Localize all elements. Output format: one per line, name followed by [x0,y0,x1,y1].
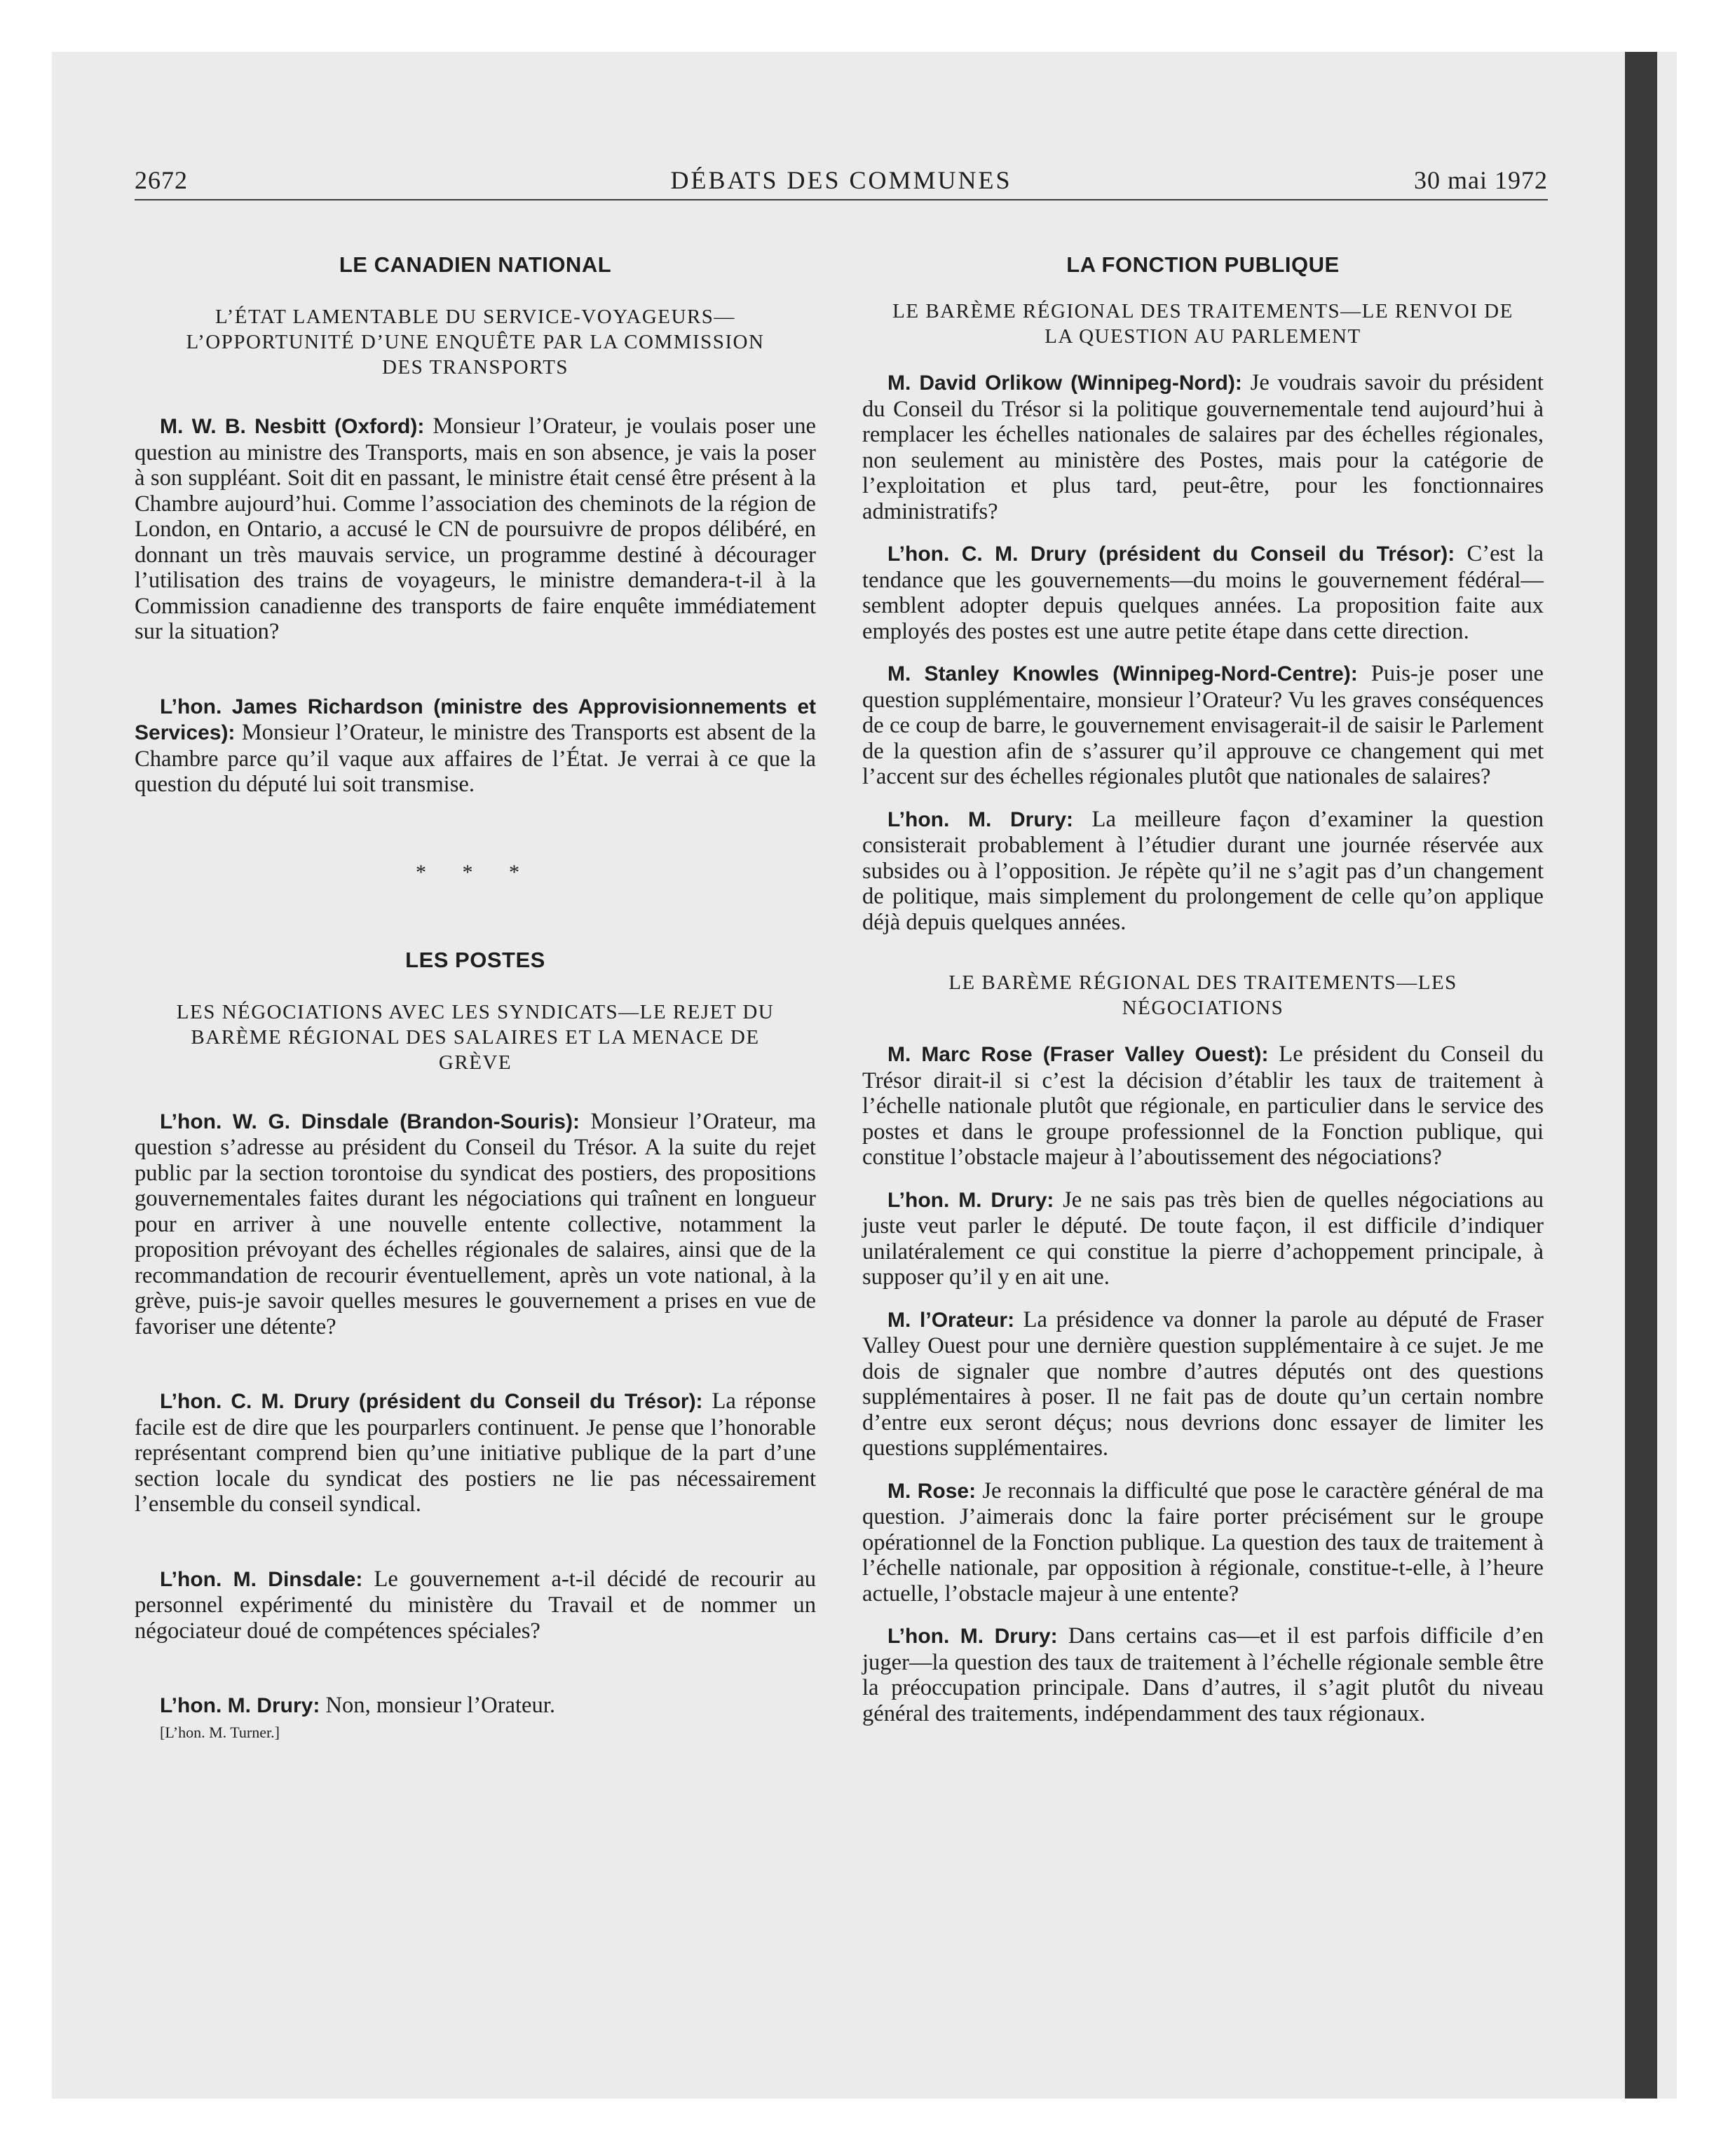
speaker-name: L’hon. M. Drury: [887,1625,1058,1648]
speech-text: Je voudrais savoir du président du Conseil du Trésor si la politique gouvernementale tend aujourd’hui à remplacer les échelles nationales de salaires par des échelles régionales, non seulement au ministère des Postes, mais pour la catégorie de l’exploitation et plus tard, peut-être, pour les fonctionnaires administratifs? [862,370,1544,524]
speech-drury-4 [862,807,1544,936]
speaker-name: L’hon. C. M. Drury (président du Conseil du Trésor): [160,1390,703,1413]
section-title-postes: LES POSTES [405,947,545,972]
speech-text: C’est la tendance que les gouvernements—du moins le gouvernement fédéral—semblent adopter depuis quelques années. La proposition faite aux employés des postes est une autre petite étape dans cette direction. [862,541,1544,644]
speaker-name: M. David Orlikow (Winnipeg-Nord): [887,371,1242,395]
page-number: 2672 [135,166,188,194]
page-header [135,163,1548,200]
speech-drury [135,1389,816,1517]
speech-text: La présidence va donner la parole au député de Fraser Valley Ouest pour une dernière question supplémentaire à ce sujet. Je me dois de signaler que nombre d’autres députés ont des questions supplémentaires à poser. Il ne fait pas de doute qu’un certain nombre d’entre eux seront déçus; nous devrions donc essayer de limiter les questions supplémentaires. [862,1306,1544,1461]
speech-rose [862,1042,1544,1171]
section-separator: * * * [416,860,535,884]
section-subtitle-cn: L’ÉTAT LAMENTABLE DU SERVICE-VOYAGEURS— L’OPPORTUNITÉ D’UNE ENQUÊTE PAR LA COMMISSION DES TRANSPORTS [186,306,765,378]
section-subtitle-postes: LES NÉGOCIATIONS AVEC LES SYNDICATS—LE REJET DU BARÈME RÉGIONAL DES SALAIRES ET LA MENACE DE GRÈVE [176,1000,775,1074]
section-subtitle-renvoi: LE BARÈME RÉGIONAL DES TRAITEMENTS—LE RENVOI DE LA QUESTION AU PARLEMENT [892,300,1513,348]
speaker-name: L’hon. C. M. Drury (président du Conseil du Trésor): [887,543,1455,566]
speech-drury-3 [862,541,1544,644]
speech-orlikow [862,370,1544,524]
speech-nesbitt [135,414,816,645]
speaker-name: L’hon. James Richardson (ministre des Approvisionnements et Services): [135,695,816,744]
speech-richardson [135,694,816,798]
speech-text: Monsieur l’Orateur, ma question s’adresse au président du Conseil du Trésor. A la suite du rejet public par la section torontoise du syndicat des postiers, des propositions gouvernementales faites durant les négociations qui traînent en longueur pour en arriver à une nouvelle entente collective, notamment la proposition prévoyant des échelles régionales de salaires, ainsi que de la recommandation de recourir éventuellement, après un vote national, à la grève, puis-je savoir quelles mesures le gouvernement a prises en vue de favoriser une détente? [135,1108,817,1339]
speech-text: La meilleure façon d’examiner la question consisterait probablement à l’étudier durant une journée réservée aux subsides ou à l’opposition. Je répète qu’il ne s’agit pas d’un changement de politique, mais simplement du prolongement de celle qu’on applique déjà depuis quelques années. [862,806,1544,935]
speech-drury-2 [135,1693,816,1719]
speaker-name: L’hon. M. Drury: [887,1188,1054,1212]
speech-text: Le président du Conseil du Trésor dirait-il si c’est la décision d’établir les taux de traitement à l’échelle nationale plutôt que régionale, en particulier dans le service des postes et dans le groupe professionnel de la Fonction publique, qui constitue l’obstacle majeur à l’aboutissement des négociations? [862,1042,1544,1170]
speech-text: Le gouvernement a-t-il décidé de recourir au personnel expérimenté du ministère du Travail et de nommer un négociateur doué de compétences spéciales? [135,1566,816,1644]
speaker-name: M. Rose: [887,1479,977,1503]
speech-drury-5 [862,1187,1544,1290]
speech-text: Monsieur l’Orateur, je voulais poser une question au ministre des Transports, mais en son absence, je vais la poser à son suppléant. Soit dit en passant, le ministre était censé être présent à la Chambre aujourd’hui. Comme l’association des cheminots de la région de London, en Ontario, a accusé le CN de poursuivre de propos délibéré, en donnant un très mauvais service, un programme destiné à décourager l’utilisation des trains de voyageurs, le ministre demandera-t-il à la Commission canadienne des transports de faire enquête immédiatement sur la situation? [135,414,816,644]
speech-dinsdale-2 [135,1567,816,1644]
speech-text: La réponse facile est de dire que les pourparlers continuent. Je pense que l’honorable représentant comprend bien qu’une initiative publique de la part d’une section locale du syndicat des postiers ne lie pas nécessairement l’ensemble du conseil syndical. [135,1389,816,1517]
page-date: 30 mai 1972 [1414,166,1548,194]
speech-text: Monsieur l’Orateur, le ministre des Transports est absent de la Chambre parce qu’il vaque aux affaires de l’État. Je verrai à ce que la question du député lui soit transmise. [135,720,816,797]
speech-drury-6 [862,1623,1544,1726]
footnote: [L’hon. M. Turner.] [160,1723,280,1741]
speech-text: Je ne sais pas très bien de quelles négociations au juste veut parler le député. De toute façon, il est difficile d’indiquer unilatéralement ce qui constitue la pierre d’achoppement principale, à supposer qu’il y en ait une. [862,1187,1544,1290]
speaker-name: L’hon. M. Drury: [887,807,1074,831]
speech-text: Puis-je poser une question supplémentaire, monsieur l’Orateur? Vu les graves conséquences de ce coup de barre, le gouvernement envisagerait-il de saisir le Parlement de la question afin de s’assurer qu’il approuve ce changement qui met l’accent sur des échelles régionales plutôt que nationales de salaires? [862,661,1544,789]
section-title-cn: LE CANADIEN NATIONAL [339,252,612,277]
speaker-name: L’hon. W. G. Dinsdale (Brandon-Souris): [160,1110,580,1133]
speaker-name: M. Stanley Knowles (Winnipeg-Nord-Centre): [887,662,1358,685]
speaker-name: M. Marc Rose (Fraser Valley Ouest): [887,1043,1269,1066]
speech-dinsdale [135,1109,816,1340]
speech-knowles [862,661,1544,790]
speech-text: Dans certains cas—et il est parfois difficile d’en juger—la question des taux de traitement à l’échelle régionale semble être la préoccupation principale. Dans d’autres, il s’agit plutôt du niveau général des traitements, indépendamment des taux régionaux. [862,1623,1544,1726]
section-title-fonction-publique: LA FONCTION PUBLIQUE [1066,252,1340,277]
speech-text: Je reconnais la difficulté que pose le caractère général de ma question. J’aimerais donc la faire porter précisément sur le groupe opérationnel de la Fonction publique. La question des taux de traitement à l’échelle nationale, par opposition à régionale, constitue-t-elle, à l’heure actuelle, l’obstacle majeur à une entente? [862,1478,1544,1606]
speaker-name: M. W. B. Nesbitt (Oxford): [160,415,425,438]
speech-text: Non, monsieur l’Orateur. [325,1693,555,1718]
speaker-name: M. l’Orateur: [887,1308,1015,1332]
speaker-name: L’hon. M. Dinsdale: [160,1567,363,1591]
speech-orateur [862,1307,1544,1461]
speaker-name: L’hon. M. Drury: [160,1694,320,1717]
publication-title: DÉBATS DES COMMUNES [670,166,1012,194]
scan-edge-shadow [1625,52,1657,2099]
speech-rose-2 [862,1478,1544,1607]
section-subtitle-negociations: LE BARÈME RÉGIONAL DES TRAITEMENTS—LES NÉGOCIATIONS [948,971,1457,1019]
left-column [135,252,816,1742]
right-column [862,252,1544,1743]
